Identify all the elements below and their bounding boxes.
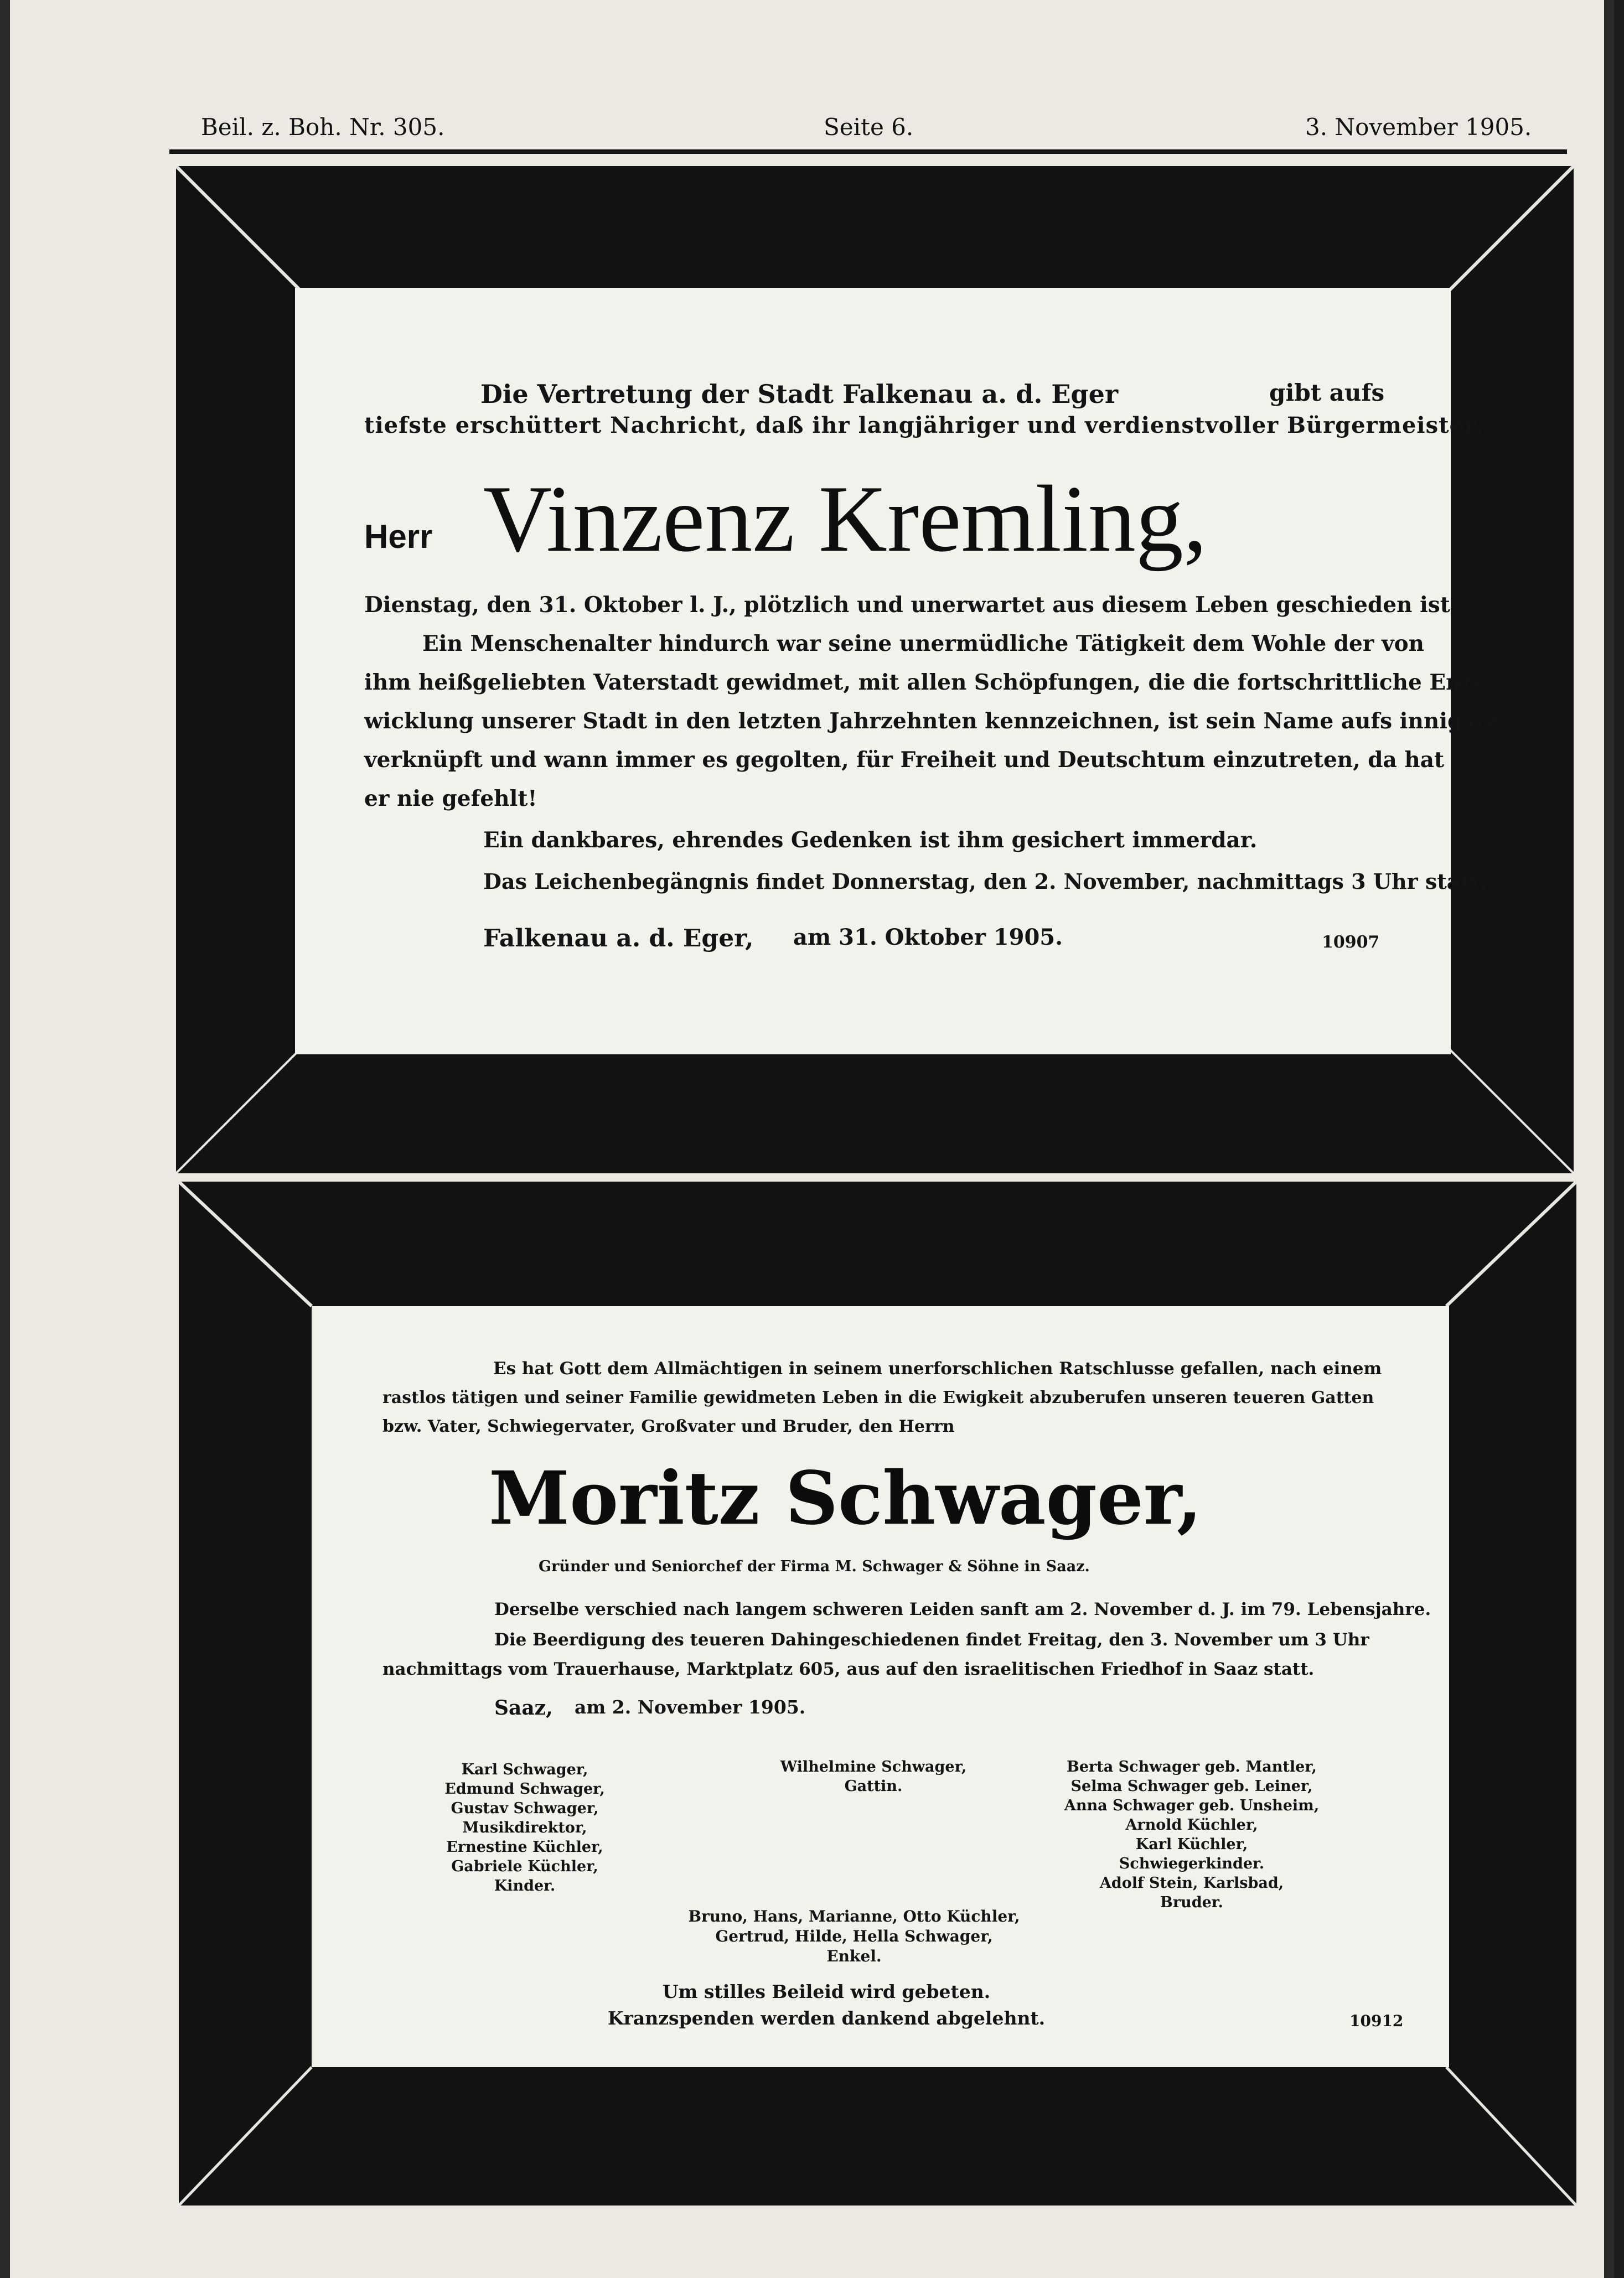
notice-1-panel [295,288,1499,1054]
mourner-name: Karl Küchler, [1135,1836,1248,1853]
notice-1-place: Falkenau a. d. Eger, [483,924,754,952]
scan-edge [1614,0,1624,2278]
mourner-name: Gertrud, Hilde, Hella Schwager, [715,1927,993,1945]
notice-1-body-line: Dienstag, den 31. Oktober l. J., plötzlich und unerwartet aus diesem Leben geschieden ist. [364,592,1458,618]
mourner-relation: Schwiegerkinder. [1119,1855,1265,1872]
mourner-name: Adolf Stein, Karlsbad, [1099,1875,1284,1892]
notice-1-ad-number: 10907 [1322,933,1380,952]
notice-2-place: Saaz, [494,1696,553,1720]
mourner-name: Wilhelmine Schwager, [780,1758,967,1775]
mourner-name: Anna Schwager geb. Unsheim, [1064,1797,1320,1814]
notice-1-body-line: Ein Menschenalter hindurch war seine unermüdliche Tätigkeit dem Wohle der von [422,631,1424,656]
mourners-widow-column [757,1757,990,1796]
header-date: 3. November 1905. [1305,113,1532,141]
mourner-relation: Gattin. [844,1778,903,1795]
newspaper-page [10,0,1604,2278]
notice-2-date: am 2. November 1905. [575,1696,806,1718]
notice-2-body-line: Die Beerdigung des teueren Dahingeschiedenen findet Freitag, den 3. November um 3 Uhr [494,1630,1369,1650]
mourner-name: Edmund Schwager, [444,1780,605,1798]
header-issue: Beil. z. Boh. Nr. 305. [201,113,445,141]
notice-1-date: am 31. Oktober 1905. [793,924,1063,950]
mourner-name: Gabriele Küchler, [451,1858,598,1875]
mourners-children-column [395,1760,655,1896]
notice-2-deceased-name: Moritz Schwager, [489,1456,1202,1541]
notice-1-herr: Herr [364,518,433,555]
notice-1-body-line: verknüpft und wann immer es gegolten, für Freiheit und Deutschtum einzutreten, da hat [364,747,1445,773]
notice-2-panel [312,1306,1449,2067]
notice-2-intro-line: bzw. Vater, Schwiegervater, Großvater und Bruder, den Herrn [382,1417,955,1436]
mourners-grandchildren [605,1907,1103,1966]
notice-2-body-line: nachmittags vom Trauerhause, Marktplatz 605, aus auf den israelitischen Friedhof in Saaz statt. [382,1659,1315,1679]
notice-1-intro-bold: Die Vertretung der Stadt Falkenau a. d. Eger [480,379,1119,409]
mourner-name: Bruno, Hans, Marianne, Otto Küchler, [688,1907,1020,1925]
notice-1-body-line: Ein dankbares, ehrendes Gedenken ist ihm gesichert immerdar. [483,827,1258,853]
notice-1-body-line: er nie gefehlt! [364,786,537,811]
header-page-number: Seite 6. [824,113,914,141]
notice-2-subtitle: Gründer und Seniorchef der Firma M. Schwager & Söhne in Saaz. [539,1558,1090,1575]
mourner-name: Karl Schwager, [461,1761,588,1778]
mourner-name: Arnold Küchler, [1125,1816,1258,1834]
closing-request [522,1979,1131,2032]
notice-2-body-line: Derselbe verschied nach langem schweren Leiden sanft am 2. November d. J. im 79. Lebensjahre. [494,1599,1431,1619]
notice-2-intro-line: rastlos tätigen und seiner Familie gewidmeten Leben in die Ewigkeit abzuberufen unseren teueren Gatten [382,1388,1374,1407]
mourner-relation: Enkel. [826,1947,882,1965]
mourners-in-laws-column [1048,1757,1336,1912]
mourner-name: Gustav Schwager, Musikdirektor, [451,1800,599,1836]
mourner-relation: Kinder. [494,1877,556,1894]
mourner-name: Berta Schwager geb. Mantler, [1067,1758,1317,1775]
notice-1-body-line: Das Leichenbegängnis findet Donnerstag, den 2. November, nachmittags 3 Uhr statt. [483,869,1487,894]
notice-1-intro-rest: gibt aufs [1269,379,1385,406]
notice-1-line-2: tiefste erschüttert Nachricht, daß ihr langjähriger und verdienstvoller Bürgermeister, [364,412,1483,438]
notice-1-body-line: ihm heißgeliebten Vaterstadt gewidmet, mit allen Schöpfungen, die die fortschrittliche Ent- [364,670,1481,695]
notice-1-deceased-name: Vinzenz Kremling, [483,467,1207,572]
header-rule [169,149,1567,154]
notice-2-intro-line: Es hat Gott dem Allmächtigen in seinem unerforschlichen Ratschlusse gefallen, nach einem [493,1359,1382,1379]
mourner-name: Ernestine Küchler, [446,1839,603,1856]
mourner-relation: Bruder. [1160,1894,1223,1911]
closing-line: Um stilles Beileid wird gebeten. [662,1981,991,2002]
notice-2-ad-number: 10912 [1349,2012,1404,2030]
mourner-name: Selma Schwager geb. Leiner, [1070,1778,1313,1795]
closing-line: Kranzspenden werden dankend abgelehnt. [607,2007,1046,2029]
notice-1-body-line: wicklung unserer Stadt in den letzten Jahrzehnten kennzeichnen, ist sein Name aufs innigste [364,708,1499,734]
